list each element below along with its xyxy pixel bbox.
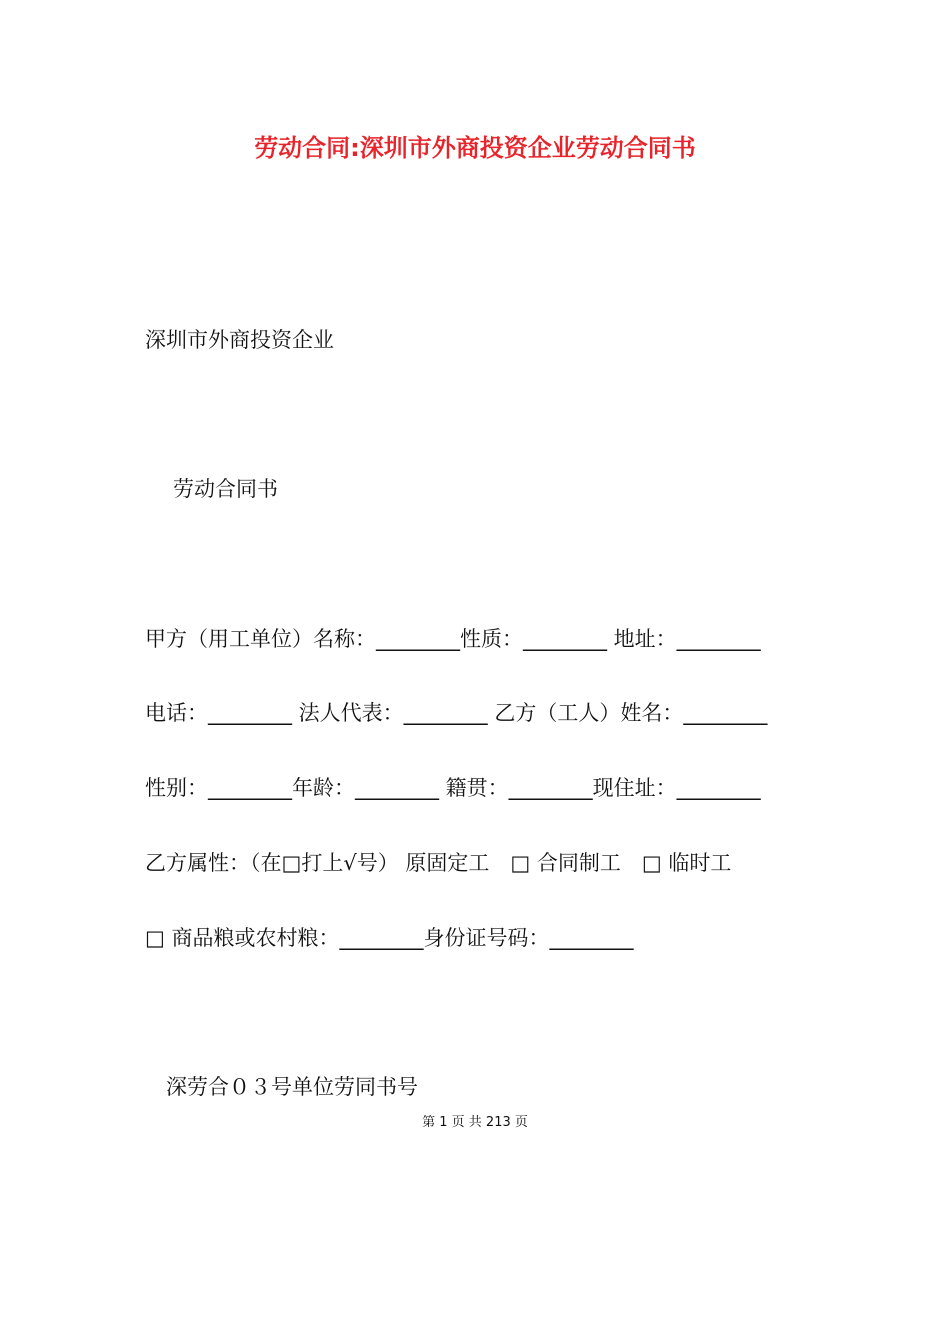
personal-info-line: 性别：________年龄：________ 籍贯：________现住址：________	[145, 776, 761, 800]
company-heading: 深圳市外商投资企业	[145, 328, 334, 352]
contract-reference-number: 深劳合０３号单位劳同书号	[166, 1075, 418, 1099]
contact-line: 电话：________ 法人代表：________ 乙方（工人）姓名：________	[145, 701, 768, 725]
contract-heading: 劳动合同书	[173, 477, 278, 501]
party-a-line: 甲方（用工单位）名称：________性质：________ 地址：________	[145, 627, 761, 651]
document-title: 劳动合同:深圳市外商投资企业劳动合同书	[254, 134, 696, 162]
grain-and-id-line: □ 商品粮或农村粮：________身份证号码：________	[145, 926, 634, 950]
page-number-footer: 第 1 页 共 213 页	[422, 1115, 528, 1130]
party-b-attribute-line: 乙方属性：（在□打上√号） 原固定工 □ 合同制工 □ 临时工	[145, 851, 732, 875]
